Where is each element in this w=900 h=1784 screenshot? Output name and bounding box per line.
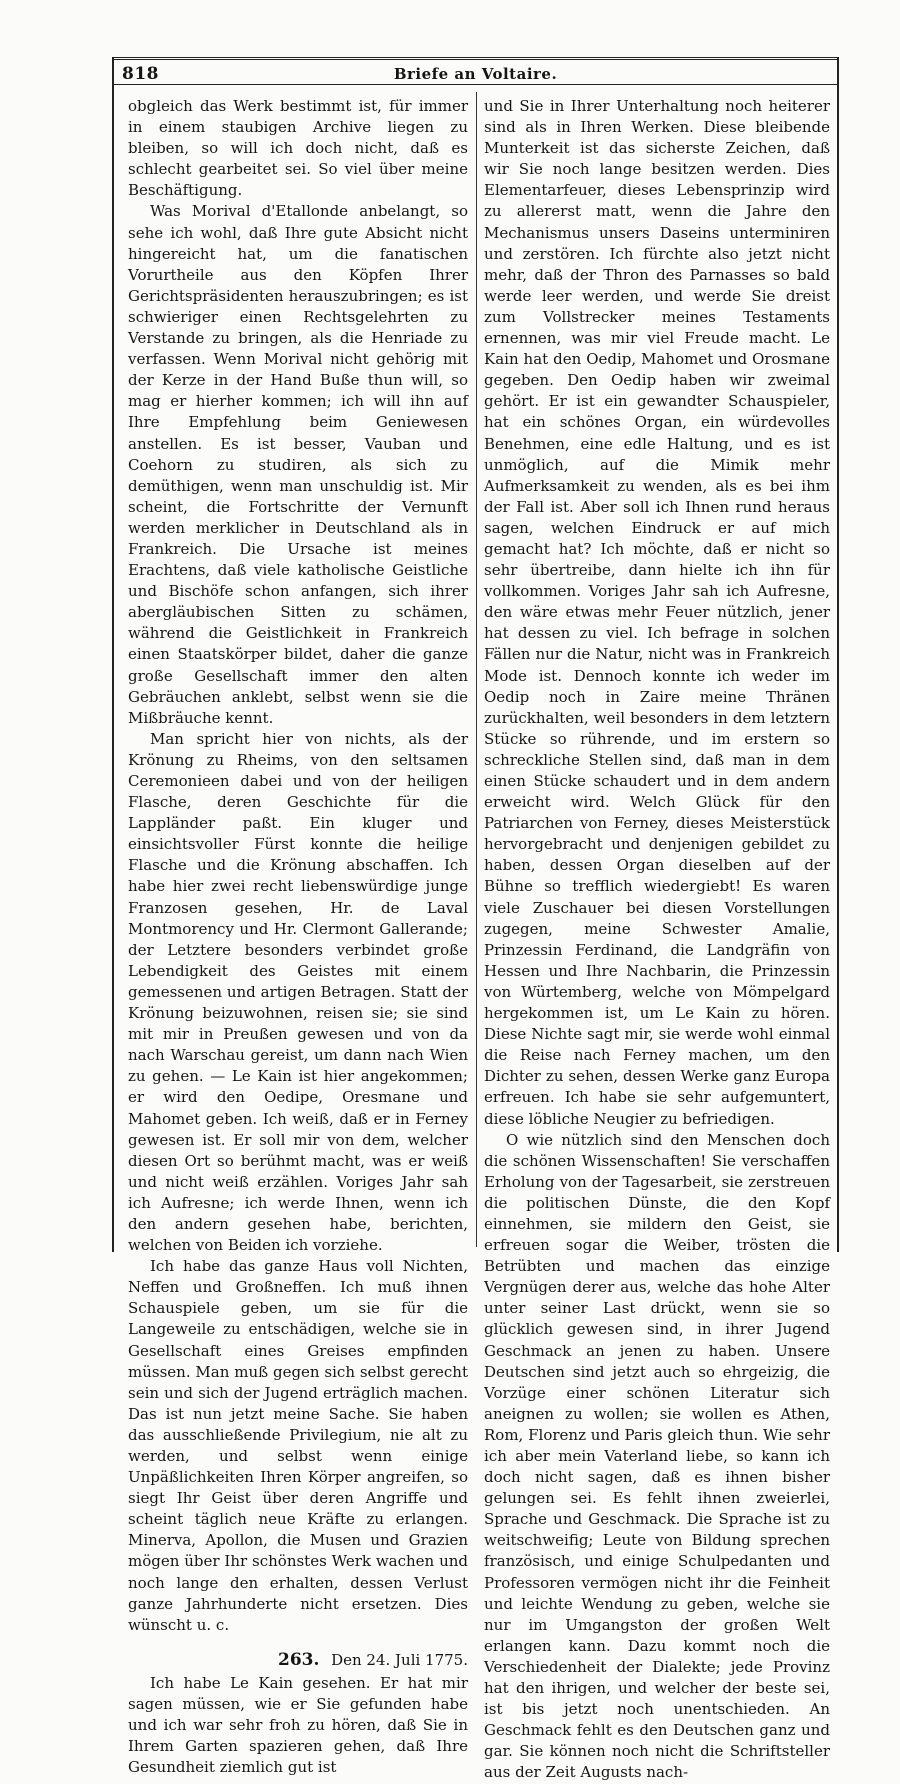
right-column xyxy=(484,96,830,1784)
letter-date: Den 24. Juli 1775. xyxy=(331,1650,468,1669)
paragraph: Ich habe Le Kain gesehen. Er hat mir sagen müssen, wie er Sie gefunden habe und ich war sehr froh zu hören, daß Sie in Ihrem Garten spazieren gehen, daß Ihre Gesundheit ziemlich gut ist xyxy=(128,1673,468,1777)
running-title: Briefe an Voltaire. xyxy=(393,65,558,83)
paragraph: und Sie in Ihrer Unterhaltung noch heiterer sind als in Ihren Werken. Diese bleibende Munterkeit ist das sicherste Zeichen, daß wir Sie noch lange besitzen werden. Dies Elementarfeuer, dieses Lebensprinzip wird zu allererst matt, wenn die Jahre den Mechanismus unsers Daseins unterminiren und zerstören. Ich fürchte also jetzt nicht mehr, daß der Thron des Parnasses so bald werde leer werden, und werde Sie dreist zum Vollstrecker meines Testaments ernennen, was mir viel Freude macht. Le Kain hat den Oedip, Mahomet und Orosmane gegeben. Den Oedip haben wir zweimal gehört. Er ist ein gewandter Schauspieler, hat ein schönes Organ, ein würdevolles Benehmen, eine edle Haltung, und es ist unmöglich, auf die Mimik mehr Aufmerksamkeit zu wenden, als es bei ihm der Fall ist. Aber soll ich Ihnen rund heraus sagen, welchen Eindruck er auf mich gemacht hat? Ich möchte, daß er nicht so sehr übertreibe, dann hielte ich ihn für vollkommen. Voriges Jahr sah ich Aufresne, den wäre etwas mehr Feuer nützlich, jener hat dessen zu viel. Ich befrage in solchen Fällen nur die Natur, nicht was in Frankreich Mode ist. Dennoch konnte ich weder im Oedip noch in Zaire meine Thränen zurückhalten, weil besonders in dem letztern Stücke so rührende, und im erstern so schreckliche Stellen sind, daß man in dem einen Stücke schaudert und in dem andern erweicht wird. Welch Glück für den Patriarchen von Ferney, dieses Meisterstück hervorgebracht und denjenigen gebildet zu haben, dessen Organ dieselben auf der Bühne so trefflich wiedergiebt! Es waren viele Zuschauer bei diesen Vorstellungen zugegen, meine Schwester Amalie, Prinzessin Ferdinand, die Landgräfin von Hessen und Ihre Nachbarin, die Prinzessin von Würtemberg, welche von Mömpelgard hergekommen ist, um Le Kain zu hören. Diese Nichte sagt mir, sie werde wohl einmal die Reise nach Ferney machen, um den Dichter zu sehen, dessen Werke ganz Europa erfreuen. Ich habe sie sehr aufgemuntert, diese löbliche Neugier zu befriedigen. xyxy=(484,97,830,1128)
running-header xyxy=(112,57,839,85)
letter-heading xyxy=(128,1650,468,1671)
column-divider xyxy=(476,92,477,1247)
paragraph: Man spricht hier von nichts, als der Krönung zu Rheims, von den seltsamen Ceremonieen dabei und von der heiligen Flasche, deren Geschichte für die Lappländer paßt. Ein kluger und einsichtsvoller Fürst konnte die heilige Flasche und die Krönung abschaffen. Ich habe hier zwei recht liebenswürdige junge Franzosen gesehen, Hr. de Laval Montmorency und Hr. Clermont Gallerande; der Letztere besonders verbindet große Lebendigkeit des Geistes mit einem gemessenen und artigen Betragen. Statt der Krönung beizuwohnen, reisen sie; sie sind mit mir in Preußen gewesen und von da nach Warschau gereist, um dann nach Wien zu gehen. — Le Kain ist hier angekommen; er wird den Oedipe, Oresmane und Mahomet geben. Ich weiß, daß er in Ferney gewesen ist. Er soll mir von dem, welcher diesen Ort so berühmt macht, was er weiß und nicht weiß erzählen. Voriges Jahr sah ich Aufresne; ich werde Ihnen, wenn ich den andern gesehen habe, berichten, welchen von Beiden ich vorziehe. xyxy=(128,729,468,1255)
paragraph: Was Morival d'Etallonde anbelangt, so sehe ich wohl, daß Ihre gute Absicht nicht hingereicht hat, um die fanatischen Vorurtheile aus den Köpfen Ihrer Gerichtspräsidenten herauszubringen; es ist schwieriger einen Rechtsgelehrten zu Verstande zu bringen, als die Henriade zu verfassen. Wenn Morival nicht gehörig mit der Kerze in der Hand Buße thun will, so mag er hierher kommen; ich will ihn auf Ihre Empfehlung beim Geniewesen anstellen. Es ist besser, Vauban und Coehorn zu studiren, als sich zu demüthigen, wenn man unschuldig ist. Mir scheint, die Fortschritte der Vernunft werden merklicher in Deutschland als in Frankreich. Die Ursache ist meines Erachtens, daß viele katholische Geistliche und Bischöfe schon anfangen, sich ihrer abergläubischen Sitten zu schämen, während die Geistlichkeit in Frankreich einen Staatskörper bildet, daher die ganze große Gesellschaft immer den alten Gebräuchen anklebt, selbst wenn sie die Mißbräuche kennt. xyxy=(128,202,468,727)
paragraph: O wie nützlich sind den Menschen doch die schönen Wissenschaften! Sie verschaffen Erholung von der Tagesarbeit, sie zerstreuen die politischen Dünste, die den Kopf einnehmen, sie mildern den Geist, sie erfreuen sogar die Weiber, trösten die Betrübten und machen das einzige Vergnügen derer aus, welche das hohe Alter unter seiner Last drückt, wenn sie so glücklich gewesen sind, in ihrer Jugend Geschmack an jenen zu haben. Unsere Deutschen sind jetzt auch so ehrgeizig, die Vorzüge einer schönen Literatur sich aneignen zu wollen; sie wollen es Athen, Rom, Florenz und Paris gleich thun. Wie sehr ich aber mein Vaterland liebe, so kann ich doch nicht sagen, daß es ihnen bisher gelungen sei. Es fehlt ihnen zweierlei, Sprache und Geschmack. Die Sprache ist zu weitschweifig; Leute von Bildung sprechen französisch, und einige Schulpedanten und Professoren vermögen nicht ihr die Feinheit und leichte Wendung zu geben, welche sie nur im Umgangston der großen Welt erlangen kann. Dazu kommt noch die Verschiedenheit der Dialekte; jede Provinz hat den ihrigen, und welcher der beste sei, ist bis jetzt noch unentschieden. An Geschmack fehlt es den Deutschen ganz und gar. Sie können noch nicht die Schriftsteller aus der Zeit Augusts nach- xyxy=(484,1130,830,1782)
letter-number: 263. xyxy=(278,1649,320,1670)
paragraph: obgleich das Werk bestimmt ist, für immer in einem staubigen Archive liegen zu bleiben, so will ich doch nicht, daß es schlecht gearbeitet sei. So viel über meine Beschäftigung. xyxy=(128,97,468,200)
left-column xyxy=(128,96,468,1778)
page-number: 818 xyxy=(122,64,159,84)
paragraph: Ich habe das ganze Haus voll Nichten, Neffen und Großneffen. Ich muß ihnen Schauspiele geben, um sie für die Langeweile zu entschädigen, welche sie in Gesellschaft eines Greises empfinden müssen. Man muß gegen sich selbst gerecht sein und sich der Jugend erträglich machen. Das ist nun jetzt meine Sache. Sie haben das ausschließende Privilegium, nie alt zu werden, und selbst wenn einige Unpäßlichkeiten Ihren Körper angreifen, so siegt Ihr Geist über deren Angriffe und scheint täglich neue Kräfte zu erlangen. Minerva, Apollon, die Musen und Grazien mögen über Ihr schönstes Werk wachen und noch lange den erhalten, dessen Verlust ganze Jahrhunderte nicht ersetzen. Dies wünscht u. c. xyxy=(128,1257,468,1634)
